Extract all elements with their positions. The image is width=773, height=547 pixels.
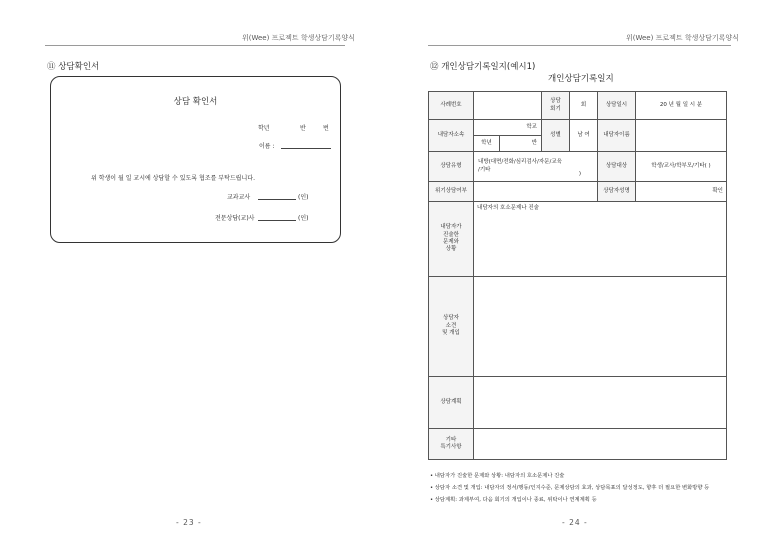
plan-cell[interactable] [474,377,727,429]
header-rule-right [428,45,731,46]
counselor-signature-line [258,213,296,221]
page-header-left: 위(Wee) 프로젝트 학생상담기록양식 [242,34,355,42]
page-header-right: 위(Wee) 프로젝트 학생상담기록양식 [626,34,739,42]
opinion-label-line2: 소견 [445,322,457,329]
counselor-label: 전문상담(교)사 [215,215,255,222]
date-label: 상담일시 [598,92,636,120]
etc-label-line1: 기타 [445,436,457,443]
crisis-cell[interactable] [474,182,598,202]
name-signature-line [281,141,331,149]
problem-label [429,202,474,277]
type-option-close: ) [578,170,581,177]
problem-label-line2: 진술한 [443,231,459,238]
opinion-label-line3: 및 개입 [442,330,460,337]
teacher-signature-line [258,192,296,200]
session-count-cell[interactable]: 회 [570,92,598,120]
client-name-label: 내담자이름 [598,120,636,152]
note-item: • 내담자가 진술한 문제와 상황: 내담자의 호소문제나 진술 [430,473,565,479]
etc-label [429,429,474,460]
client-name-cell[interactable] [636,120,727,152]
form-notes [430,470,760,506]
grade-cell[interactable]: 학년 [474,136,500,152]
class-label: 반 [300,125,306,132]
counseling-type-label: 상담유형 [429,152,474,182]
class-cell[interactable]: 반 [500,136,542,152]
session-label-line2: 회기 [550,105,561,112]
case-number-cell[interactable] [474,92,542,120]
date-value-cell[interactable]: 20 년 월 일 시 분 [636,92,727,120]
affiliation-label: 내담자소속 [429,120,474,152]
page-number-right: - 24 - [562,518,588,527]
header-rule-left [45,45,345,46]
confirmation-form-box [50,76,341,243]
grade-label: 학년 [258,125,270,132]
teacher-seal: (인) [298,194,309,201]
type-option-line1: 내방(대면/전화/심리검사/자문/교육 [478,159,562,166]
school-cell[interactable]: 학교 [474,120,542,136]
problem-label-line1: 내담자가 [440,224,462,231]
gender-label: 성별 [542,120,570,152]
note-item: • 상담자 소견 및 개입: 내담자의 정서/행동/인지수준, 문제상담의 효과, 상담목표의 달성정도, 향후 더 필요한 변화방향 등 [430,485,710,491]
note-item: • 상담계획: 과제부여, 다음 회기의 개입이나 종료, 위탁이나 연계계획 등 [430,497,597,503]
counselor-seal: (인) [298,215,309,222]
teacher-label: 교과교사 [227,194,251,201]
name-label: 이름 : [259,143,275,150]
case-number-label: 사례번호 [429,92,474,120]
counseling-record-table [428,91,727,460]
problem-label-line3: 문제와 [443,239,459,245]
section-title-right: ⑫ 개인상담기록일지(예시1) [430,62,536,72]
problem-label-line4: 상황 [445,246,457,253]
problem-description-cell[interactable]: 내담자의 호소문제나 진술 [474,202,727,277]
counseling-type-cell[interactable] [474,152,598,182]
opinion-label [429,277,474,377]
counseling-target-cell[interactable]: 학생/교사/학부모/기타( ) [636,152,727,182]
page-number-left: - 23 - [176,518,202,527]
request-text: 위 학생이 월 일 교시에 상담할 수 있도록 협조를 부탁드립니다. [91,175,255,182]
counselor-name-label: 상담자성명 [598,182,636,202]
opinion-cell[interactable] [474,277,727,377]
session-label [542,92,570,120]
etc-label-line2: 특기사항 [440,444,462,450]
record-form-title: 개인상담기록일지 [548,74,614,84]
counseling-target-label: 상담대상 [598,152,636,182]
confirmation-title: 상담 확인서 [173,97,218,107]
gender-value-cell[interactable]: 남 여 [570,120,598,152]
plan-label: 상담계획 [429,377,474,429]
etc-cell[interactable] [474,429,727,460]
type-option-line2: /기타 [478,166,491,173]
section-title-left: ⑪ 상담확인서 [47,62,100,72]
crisis-label: 위기상담여부 [429,182,474,202]
session-label-line1: 상담 [550,98,561,105]
counselor-confirm-cell[interactable]: 확인 [636,182,727,202]
number-label: 번 [323,125,329,132]
opinion-label-line1: 상담자 [443,315,459,322]
